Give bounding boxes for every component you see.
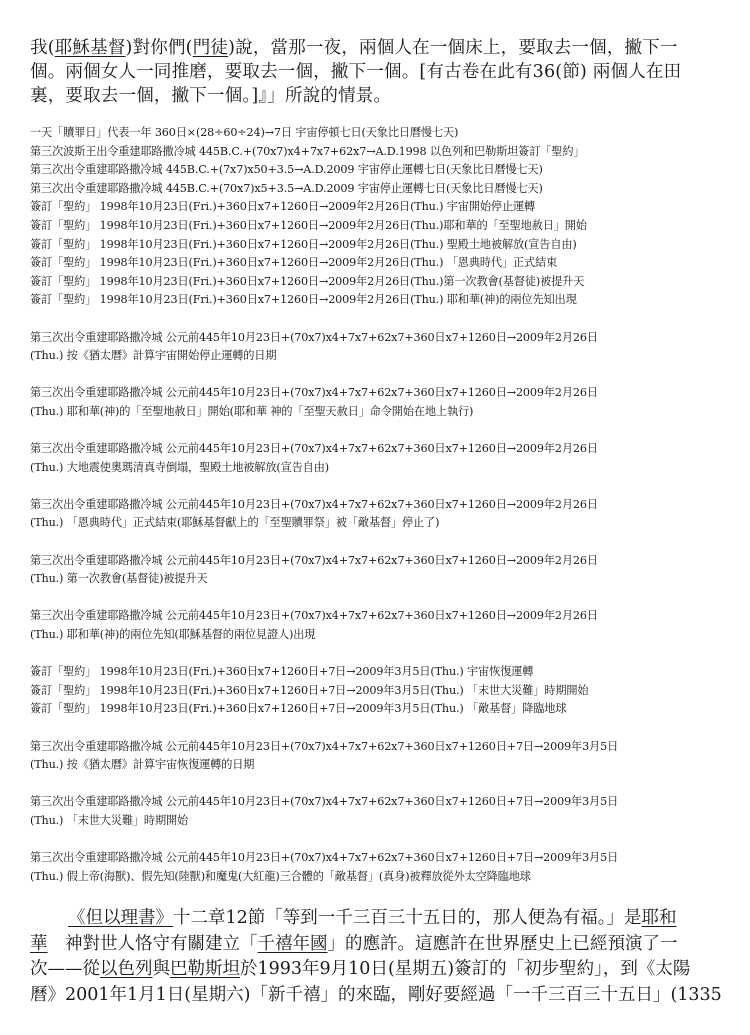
- calculation-line: 第三次出令重建耶路撒冷城 公元前445年10月23日+(70x7)x4+7x7+62x7+360日x7+1260日→2009年2月26日: [30, 497, 598, 511]
- calculation-line: 第三次出令重建耶路撒冷城 公元前445年10月23日+(70x7)x4+7x7+62x7+360日x7+1260日+7日→2009年3月5日: [30, 795, 619, 809]
- calculation-line: (Thu.) 「末世大災難」時期開始: [30, 813, 189, 827]
- closing-line-4: 曆》2001年1月1日(星期六)「新千禧」的來臨，剛好要經過「一千三百三十五日」(1335: [30, 984, 722, 1005]
- calculation-line: 第三次波斯王出令重建耶路撒冷城 445B.C.+(70x7)x4+7x7+62x7→A.D.1998 以色列和巴勒斯坦簽訂「聖約」: [30, 144, 585, 158]
- line-gap: [30, 831, 730, 850]
- calculation-line: (Thu.) 第一次教會(基督徒)被提升天: [30, 572, 208, 586]
- line-gap: [30, 775, 730, 794]
- underlined-name-disciples: 門徒: [192, 38, 229, 58]
- calculation-line: 簽訂「聖約」 1998年10月23日(Fri.)+360日x7+1260日→2009年2月26日(Thu.) 耶和華(神)的兩位先知出現: [30, 293, 577, 307]
- underlined-israel: 以色列: [100, 959, 153, 979]
- calculation-line: 第三次出令重建耶路撒冷城 公元前445年10月23日+(70x7)x4+7x7+62x7+360日x7+1260日→2009年2月26日: [30, 386, 598, 400]
- closing-paragraph: [30, 906, 730, 1008]
- closing-line-2: [30, 932, 730, 958]
- line-gap: [30, 533, 730, 552]
- intro-line-2: 個。兩個女人一同推磨，要取去一個，撇下一個。[有古卷在此有36(節) 兩個人在田: [30, 62, 682, 82]
- intro-text: 我(: [30, 38, 55, 58]
- line-gap: [30, 719, 730, 738]
- calculation-line: (Thu.) 耶和華(神)的兩位先知(耶穌基督的兩位見證人)出現: [30, 628, 316, 642]
- calculation-line: (Thu.) 按《猶太曆》計算宇宙恢復運轉的日期: [30, 758, 255, 772]
- intro-text: )說，當那一夜，兩個人在一個床上，要取去一個，撇下一: [228, 38, 678, 58]
- calculation-lines: [30, 124, 730, 886]
- intro-line-3: 裏，要取去一個，撇下一個。]』」所說的情景。: [30, 86, 392, 106]
- line-gap: [30, 422, 730, 441]
- closing-text: 於1993年9月10日(星期五)簽訂的「初步聖約」，到《太陽: [240, 959, 691, 979]
- closing-text: 與: [152, 959, 170, 979]
- calculation-line: 簽訂「聖約」 1998年10月23日(Fri.)+360日x7+1260日→2009年2月26日(Thu.)第一次教會(基督徒)被提升天: [30, 274, 585, 288]
- underlined-millennium-kingdom: 千禧年國: [257, 933, 328, 954]
- closing-text: 神對世人恪守有關建立「: [47, 933, 258, 954]
- closing-text: 次——從: [30, 959, 100, 979]
- calculation-line: 第三次出令重建耶路撒冷城 公元前445年10月23日+(70x7)x4+7x7+62x7+360日x7+1260日→2009年2月26日: [30, 442, 598, 456]
- calculation-line: 簽訂「聖約」 1998年10月23日(Fri.)+360日x7+1260日+7日→2009年3月5日(Thu.) 宇宙恢復運轉: [30, 665, 534, 679]
- closing-text: 十二章12節「等到一千三百三十五日的，那人便為有福。」是: [173, 908, 642, 928]
- line-gap: [30, 366, 730, 385]
- line-gap: [30, 589, 730, 608]
- calculation-line: 簽訂「聖約」 1998年10月23日(Fri.)+360日x7+1260日+7日→2009年3月5日(Thu.) 「敵基督」降臨地球: [30, 702, 567, 716]
- intro-text: )對你們(: [125, 38, 193, 58]
- calculation-line: 簽訂「聖約」 1998年10月23日(Fri.)+360日x7+1260日→2009年2月26日(Thu.)耶和華的「至聖地赦日」開始: [30, 218, 587, 232]
- underlined-name-jehovah: 耶和: [641, 908, 677, 928]
- calculation-line: 第三次出令重建耶路撒冷城 445B.C.+(7x7)x50+3.5→A.D.2009 宇宙停止運轉七日(天象比日曆慢七天): [30, 163, 543, 177]
- calculation-line: 第三次出令重建耶路撒冷城 公元前445年10月23日+(70x7)x4+7x7+62x7+360日x7+1260日→2009年2月26日: [30, 553, 598, 567]
- underlined-book-daniel: 《但以理書》: [68, 908, 173, 928]
- calculation-line: 簽訂「聖約」 1998年10月23日(Fri.)+360日x7+1260日→2009年2月26日(Thu.) 聖殿土地被解放(宣告自由): [30, 237, 577, 251]
- calculation-line: (Thu.) 按《猶太曆》計算宇宙開始停止運轉的日期: [30, 349, 277, 363]
- calculation-line: (Thu.) 大地震使奧瑪清真寺倒塌，聖殿土地被解放(宣告自由): [30, 460, 329, 474]
- calculation-line: 第三次出令重建耶路撒冷城 445B.C.+(70x7)x5+3.5→A.D.2009 宇宙停止運轉七日(天象比日曆慢七天): [30, 181, 543, 195]
- calculation-line: 簽訂「聖約」 1998年10月23日(Fri.)+360日x7+1260日→2009年2月26日(Thu.) 「恩典時代」正式結束: [30, 256, 558, 270]
- underlined-palestine: 巴勒斯坦: [170, 959, 240, 979]
- calculation-line: (Thu.) 耶和華(神)的「至聖地赦日」開始(耶和華 神的「至聖天赦日」命令開始在地上執行): [30, 404, 474, 418]
- closing-line-3: [30, 957, 730, 983]
- closing-text: 」的應許。這應許在世界歷史上已經預演了一: [327, 933, 678, 954]
- underlined-name-jesus: 耶穌基督: [54, 38, 126, 58]
- line-gap: [30, 477, 730, 496]
- calculation-line: 第三次出令重建耶路撒冷城 公元前445年10月23日+(70x7)x4+7x7+62x7+360日x7+1260日+7日→2009年3月5日: [30, 739, 619, 753]
- underlined-name-jehovah: 華: [30, 933, 48, 954]
- calculation-line: 第三次出令重建耶路撒冷城 公元前445年10月23日+(70x7)x4+7x7+62x7+360日x7+1260日→2009年2月26日: [30, 609, 598, 623]
- calculation-line: 一天「贖罪日」代表一年 360日×(28÷60÷24)→7日 宇宙停頓七日(天象比日曆慢七天): [30, 126, 459, 139]
- line-gap: [30, 310, 730, 329]
- calculation-line: 第三次出令重建耶路撒冷城 公元前445年10月23日+(70x7)x4+7x7+62x7+360日x7+1260日+7日→2009年3月5日: [30, 851, 619, 865]
- calculation-line: 簽訂「聖約」 1998年10月23日(Fri.)+360日x7+1260日+7日→2009年3月5日(Thu.) 「末世大災難」時期開始: [30, 683, 589, 697]
- calculation-line: (Thu.) 「恩典時代」正式結束(耶穌基督獻上的「至聖贖罪祭」被「敵基督」停止了): [30, 516, 440, 530]
- calculation-line: 簽訂「聖約」 1998年10月23日(Fri.)+360日x7+1260日→2009年2月26日(Thu.) 宇宙開始停止運轉: [30, 200, 536, 214]
- calculation-line: (Thu.) 假上帝(海獸)、假先知(陸獸)和魔鬼(大紅龍)三合體的「敵基督」(真身)被釋放從外太空降臨地球: [30, 869, 531, 883]
- closing-line-1: [30, 906, 730, 932]
- intro-line-1: [30, 36, 730, 60]
- line-gap: [30, 645, 730, 664]
- calculation-line: 第三次出令重建耶路撒冷城 公元前445年10月23日+(70x7)x4+7x7+62x7+360日x7+1260日→2009年2月26日: [30, 330, 598, 344]
